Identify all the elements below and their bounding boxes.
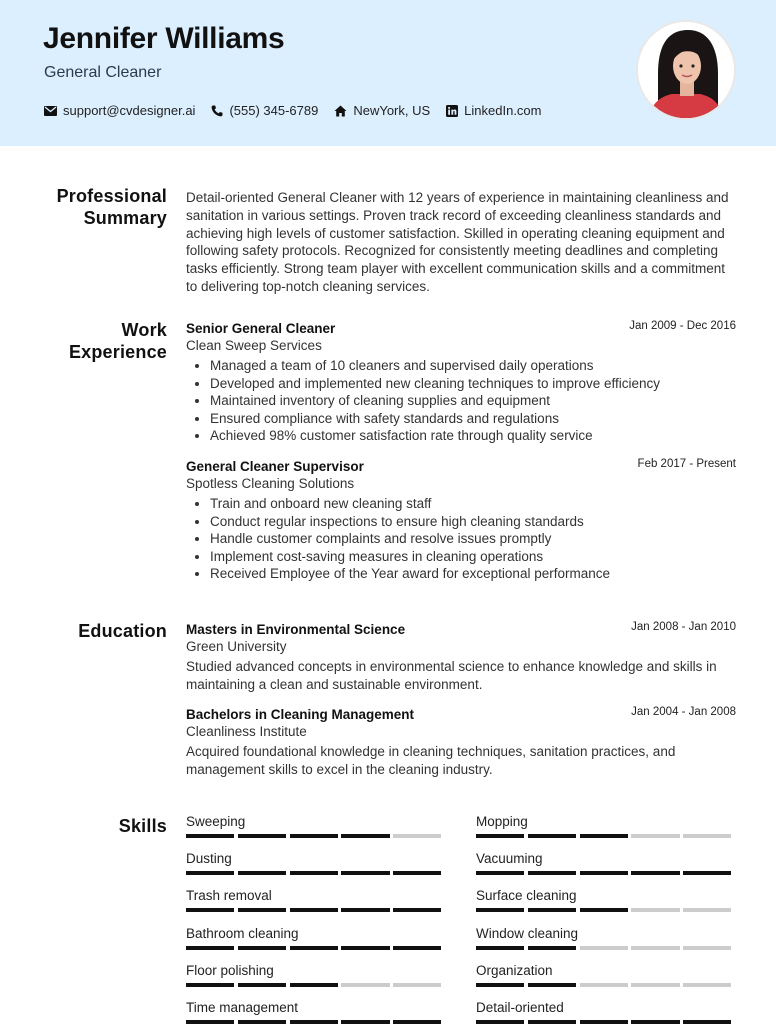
experience-heading-line2: Experience — [68, 342, 167, 362]
skill-level-segment-filled — [290, 946, 338, 950]
skill-name: Floor polishing — [186, 963, 274, 978]
email-text: support@cvdesigner.ai — [63, 103, 196, 118]
skill-level-segment-filled — [393, 871, 441, 875]
school-name: Cleanliness Institute — [186, 724, 307, 739]
skill-level-segment-filled — [341, 1020, 389, 1024]
skill-level-segment-filled — [290, 834, 338, 838]
skill-level-bar — [476, 946, 735, 950]
skill-level-segment-filled — [186, 908, 234, 912]
skill-level-segment-filled — [528, 871, 576, 875]
skills-heading: Skills — [118, 816, 167, 836]
education-dates: Jan 2004 - Jan 2008 — [631, 706, 736, 718]
job-entry — [186, 320, 736, 445]
skill-level-segment-filled — [341, 908, 389, 912]
skill-level-segment-filled — [186, 946, 234, 950]
skill-level-segment-filled — [393, 908, 441, 912]
education-description: Studied advanced concepts in environmental science to enhance knowledge and skills in maintaining a clean and sustainable environment. — [186, 659, 717, 692]
skill-level-segment-filled — [683, 1020, 731, 1024]
skill-item — [476, 814, 735, 838]
portrait-image — [638, 22, 734, 118]
skill-item — [476, 888, 735, 912]
skill-level-segment-filled — [476, 983, 524, 987]
degree-title: Masters in Environmental Science — [186, 622, 406, 637]
skill-level-segment-filled — [683, 871, 731, 875]
candidate-job-title: General Cleaner — [44, 64, 162, 81]
education-heading: Education — [78, 621, 167, 641]
phone-icon — [211, 105, 223, 117]
skill-item — [476, 1000, 735, 1024]
job-company: Spotless Cleaning Solutions — [186, 476, 355, 491]
skill-item — [186, 926, 445, 950]
skill-level-segment-filled — [528, 983, 576, 987]
skill-level-segment-filled — [341, 834, 389, 838]
job-company: Clean Sweep Services — [186, 338, 322, 353]
skill-item — [186, 814, 445, 838]
skill-name: Surface cleaning — [476, 888, 577, 903]
skill-level-segment-filled — [580, 871, 628, 875]
skill-level-segment-empty — [631, 946, 679, 950]
skill-level-bar — [476, 834, 735, 838]
skill-level-segment-empty — [393, 983, 441, 987]
skill-level-segment-filled — [528, 946, 576, 950]
skill-level-segment-filled — [631, 1020, 679, 1024]
skill-level-segment-filled — [528, 1020, 576, 1024]
list-item: Developed and implemented new cleaning techniques to improve efficiency — [186, 375, 736, 393]
skill-level-segment-empty — [631, 983, 679, 987]
skill-level-segment-empty — [683, 946, 731, 950]
skill-level-segment-filled — [476, 834, 524, 838]
job-header — [186, 320, 736, 337]
home-icon — [334, 105, 347, 117]
skill-name: Sweeping — [186, 814, 246, 829]
linkedin-text: LinkedIn.com — [464, 103, 542, 118]
skill-level-bar — [476, 1020, 735, 1024]
skill-level-segment-filled — [528, 834, 576, 838]
job-entry — [186, 458, 736, 583]
envelope-icon — [44, 106, 57, 116]
list-item: Train and onboard new cleaning staff — [186, 495, 736, 513]
job-bullets — [186, 495, 736, 583]
skill-level-segment-filled — [238, 871, 286, 875]
skill-level-bar — [186, 871, 445, 875]
skill-level-segment-filled — [238, 1020, 286, 1024]
summary-heading — [0, 185, 167, 229]
skill-name: Bathroom cleaning — [186, 926, 299, 941]
skill-name: Organization — [476, 963, 553, 978]
skill-level-segment-filled — [290, 1020, 338, 1024]
skill-level-segment-filled — [476, 871, 524, 875]
list-item: Handle customer complaints and resolve issues promptly — [186, 530, 736, 548]
skill-level-segment-empty — [631, 908, 679, 912]
skill-level-segment-filled — [186, 1020, 234, 1024]
location-text: NewYork, US — [353, 103, 431, 118]
contact-phone[interactable] — [211, 103, 318, 118]
education-entry — [186, 621, 736, 694]
skill-level-segment-filled — [476, 908, 524, 912]
skill-level-bar — [476, 871, 735, 875]
job-bullets — [186, 357, 736, 445]
list-item: Received Employee of the Year award for exceptional performance — [186, 565, 736, 583]
skill-level-segment-empty — [683, 908, 731, 912]
experience-heading — [0, 319, 167, 363]
skill-level-segment-filled — [631, 871, 679, 875]
skill-item — [476, 851, 735, 875]
skill-item — [476, 926, 735, 950]
skill-level-bar — [476, 983, 735, 987]
candidate-name: Jennifer Williams — [43, 22, 285, 55]
skill-level-segment-empty — [580, 983, 628, 987]
experience-heading-line1: Work — [121, 320, 167, 340]
skill-item — [186, 888, 445, 912]
skill-name: Trash removal — [186, 888, 272, 903]
skill-level-segment-empty — [341, 983, 389, 987]
skill-item — [186, 963, 445, 987]
skill-level-segment-filled — [186, 834, 234, 838]
skill-level-segment-filled — [393, 1020, 441, 1024]
skill-level-bar — [476, 908, 735, 912]
school-name: Green University — [186, 639, 287, 654]
education-header — [186, 706, 736, 723]
skill-level-segment-filled — [290, 871, 338, 875]
skill-level-segment-filled — [238, 946, 286, 950]
skill-level-bar — [186, 908, 445, 912]
skill-level-segment-empty — [683, 983, 731, 987]
degree-title: Bachelors in Cleaning Management — [186, 707, 415, 722]
skill-level-segment-filled — [341, 946, 389, 950]
skill-level-segment-filled — [186, 871, 234, 875]
job-title: General Cleaner Supervisor — [186, 459, 364, 474]
skill-level-bar — [186, 1020, 445, 1024]
skill-name: Time management — [186, 1000, 299, 1015]
skill-name: Window cleaning — [476, 926, 579, 941]
skill-level-segment-filled — [238, 834, 286, 838]
skill-level-segment-filled — [476, 946, 524, 950]
skill-level-segment-empty — [393, 834, 441, 838]
skill-level-bar — [186, 983, 445, 987]
resume-header — [0, 0, 776, 146]
contact-location — [334, 103, 430, 118]
list-item: Achieved 98% customer satisfaction rate through quality service — [186, 427, 736, 445]
skill-level-bar — [186, 834, 445, 838]
education-dates: Jan 2008 - Jan 2010 — [631, 621, 736, 633]
skill-level-bar — [186, 946, 445, 950]
skill-level-segment-filled — [290, 983, 338, 987]
skill-name: Dusting — [186, 851, 232, 866]
skill-level-segment-filled — [580, 1020, 628, 1024]
summary-section — [186, 189, 736, 296]
skill-level-segment-filled — [528, 908, 576, 912]
education-entry — [186, 706, 736, 779]
education-description: Acquired foundational knowledge in cleaning techniques, sanitation practices, and management skills to excel in the cleaning industry. — [186, 744, 676, 777]
skill-item — [476, 963, 735, 987]
summary-heading-line2: Summary — [83, 208, 167, 228]
skill-level-segment-filled — [238, 983, 286, 987]
skill-name: Vacuuming — [476, 851, 543, 866]
education-header — [186, 621, 736, 638]
linkedin-icon — [446, 105, 458, 117]
contact-email[interactable] — [44, 103, 195, 118]
contact-row — [44, 103, 558, 118]
skill-level-segment-empty — [580, 946, 628, 950]
profile-photo — [636, 20, 736, 120]
skill-level-segment-empty — [683, 834, 731, 838]
summary-heading-line1: Professional — [56, 186, 167, 206]
list-item: Implement cost-saving measures in cleaning operations — [186, 548, 736, 566]
skill-level-segment-filled — [186, 983, 234, 987]
skill-name: Detail-oriented — [476, 1000, 564, 1015]
skill-level-segment-filled — [393, 946, 441, 950]
list-item: Conduct regular inspections to ensure high cleaning standards — [186, 513, 736, 531]
job-dates: Feb 2017 - Present — [637, 458, 736, 470]
summary-text: Detail-oriented General Cleaner with 12 years of experience in maintaining cleanliness and sanitation in various settings. Proven track record of exceeding cleanliness standards and achieving high levels of customer satisfaction. Skilled in operating cleaning equipment and following safety protocols. Recognized for consistently meeting deadlines and completing tasks efficiently. Strong team player with excellent communication skills and a commitment to delivering top-notch cleaning services. — [186, 190, 729, 294]
skill-level-segment-filled — [476, 1020, 524, 1024]
skill-level-segment-filled — [238, 908, 286, 912]
job-header — [186, 458, 736, 475]
list-item: Managed a team of 10 cleaners and supervised daily operations — [186, 357, 736, 375]
job-dates: Jan 2009 - Dec 2016 — [629, 320, 736, 332]
list-item: Ensured compliance with safety standards and regulations — [186, 410, 736, 428]
skill-level-segment-filled — [580, 834, 628, 838]
list-item: Maintained inventory of cleaning supplies and equipment — [186, 392, 736, 410]
contact-linkedin[interactable] — [446, 103, 541, 118]
job-title: Senior General Cleaner — [186, 321, 336, 336]
skill-level-segment-filled — [341, 871, 389, 875]
skill-item — [186, 1000, 445, 1024]
skill-item — [186, 851, 445, 875]
phone-text: (555) 345-6789 — [229, 103, 319, 118]
skill-name: Mopping — [476, 814, 528, 829]
skill-level-segment-filled — [290, 908, 338, 912]
skill-level-segment-empty — [631, 834, 679, 838]
skill-level-segment-filled — [580, 908, 628, 912]
